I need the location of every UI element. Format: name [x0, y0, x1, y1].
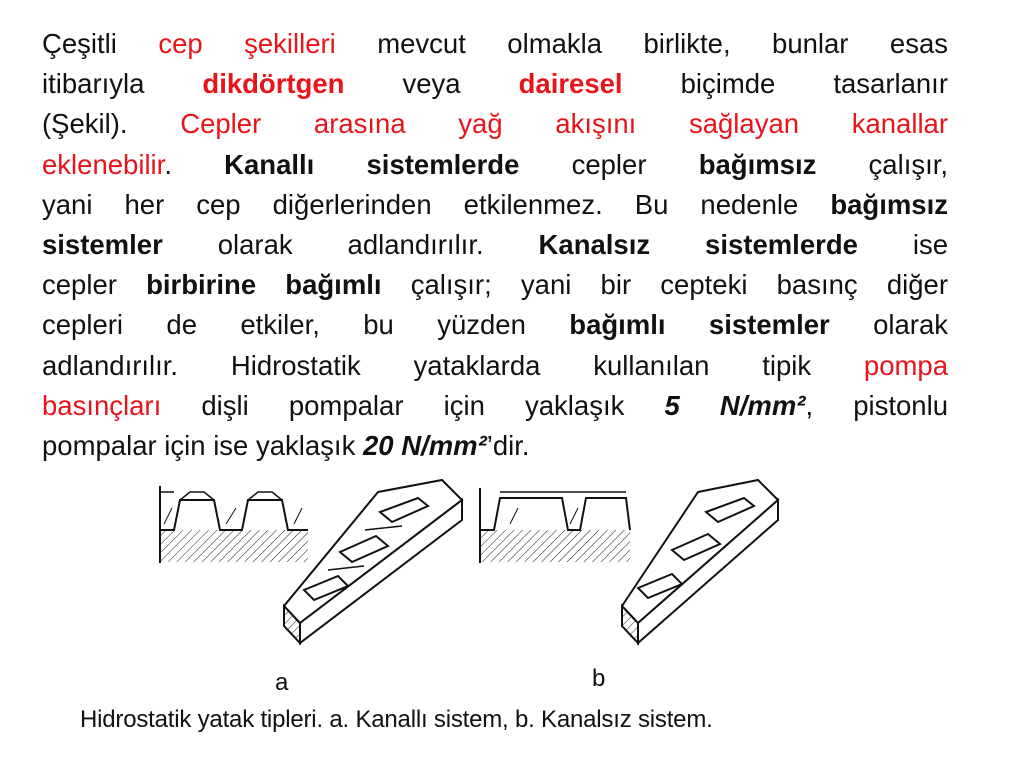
emphasis-text: dikdörtgen — [202, 68, 345, 100]
text-segment: Çeşitli — [42, 28, 159, 59]
text-segment: mevcut olmakla birlikte, bunlar esas — [335, 28, 948, 59]
emphasis-text: basınçları — [42, 389, 162, 421]
text-segment: yani her cep diğerlerinden etkilenmez. Bu nedenle — [42, 188, 831, 220]
emphasis-text: sistemler — [42, 228, 163, 260]
body-paragraph — [42, 24, 948, 472]
text-segment: pompalar için ise yaklaşık — [42, 429, 363, 461]
paragraph-line — [42, 346, 948, 386]
text-segment: cepleri de etkiler, bu yüzden — [42, 309, 570, 341]
emphasis-text: Cepler arasına yağ akışını sağlayan kanallar — [180, 108, 948, 140]
paragraph-line — [42, 104, 948, 144]
paragraph-line — [42, 386, 948, 426]
figure-label-b: b — [592, 665, 606, 692]
paragraph-line — [42, 305, 948, 345]
paragraph-line — [42, 185, 948, 225]
emphasis-text: bağımsız — [830, 188, 948, 220]
emphasis-text: Kanallı sistemlerde — [224, 148, 520, 180]
text-segment: cepler — [519, 148, 699, 180]
text-segment: çalışır, — [816, 148, 948, 180]
text-segment: biçimde tasarlanır — [622, 68, 948, 100]
bearing-block-b — [622, 480, 778, 643]
bearing-figure — [150, 478, 870, 708]
text-segment: (Şekil). — [42, 108, 181, 140]
paragraph-line — [42, 265, 948, 305]
emphasis-text: bağımsız — [698, 148, 817, 180]
emphasis-text: cep şekilleri — [158, 28, 336, 59]
emphasis-text: bağımlı sistemler — [569, 309, 830, 341]
emphasis-text: Kanalsız sistemlerde — [538, 228, 858, 260]
emphasis-text: pompa — [863, 349, 948, 381]
emphasis-text: dairesel — [518, 68, 623, 100]
text-segment: . — [164, 148, 225, 180]
figure-label-a: a — [275, 669, 289, 696]
text-segment: , pistonlu — [805, 389, 948, 421]
paragraph-line — [42, 426, 948, 466]
cross-section-a — [160, 486, 308, 563]
emphasis-text: eklenebilir — [42, 148, 165, 180]
text-segment: olarak — [829, 309, 948, 341]
text-segment: itibarıyla — [42, 68, 203, 100]
text-segment: cepler — [42, 269, 147, 301]
text-segment: adlandırılır. Hidrostatik yataklarda kullanılan tipik — [42, 349, 864, 381]
paragraph-line — [42, 225, 948, 265]
text-segment: olarak adlandırılır. — [162, 228, 539, 260]
emphasis-text: 20 N/mm² — [362, 429, 487, 461]
text-segment: çalışır; yani bir cepteki basınç diğer — [381, 269, 948, 301]
cross-section-b — [480, 488, 630, 563]
emphasis-text: birbirine bağımlı — [146, 269, 382, 301]
text-segment: ’dir. — [486, 429, 530, 461]
paragraph-line — [42, 24, 948, 64]
paragraph-line — [42, 145, 948, 185]
text-segment: veya — [344, 68, 519, 100]
emphasis-text: 5 N/mm² — [664, 389, 806, 421]
figure-caption: Hidrostatik yatak tipleri. a. Kanallı sistem, b. Kanalsız sistem. — [80, 706, 713, 733]
bearing-block-a — [284, 480, 462, 643]
text-segment: dişli pompalar için yaklaşık — [161, 389, 665, 421]
text-segment: ise — [857, 228, 948, 260]
paragraph-line — [42, 64, 948, 104]
